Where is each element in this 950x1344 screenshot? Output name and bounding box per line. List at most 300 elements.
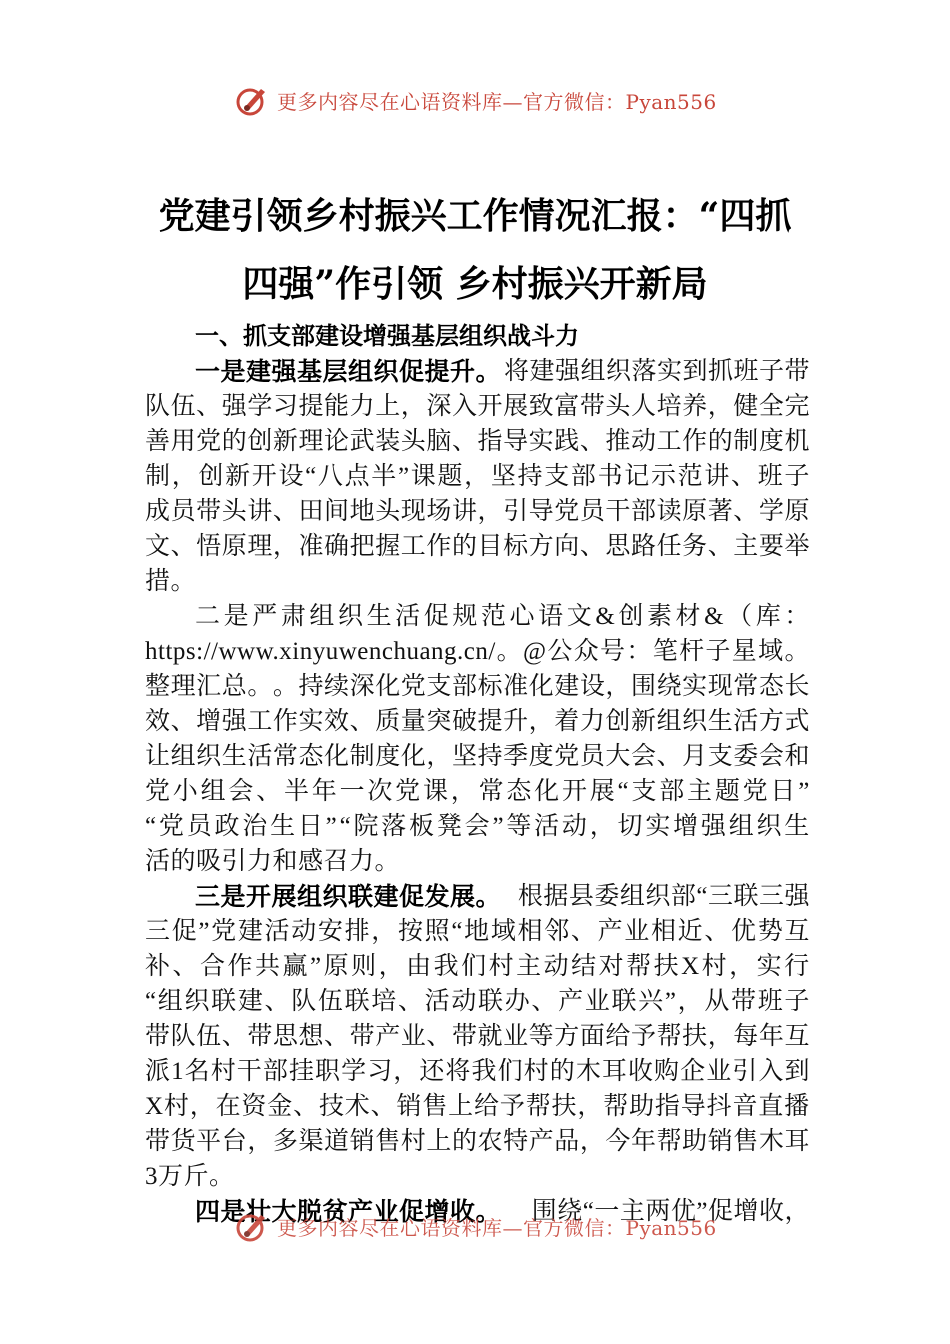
text-glyph: 长 [784, 673, 810, 700]
text-glyph: 生 [270, 813, 296, 840]
paragraph-line [145, 914, 810, 949]
text-glyph: 作 [227, 953, 254, 980]
text-glyph: 行 [784, 953, 810, 980]
text-glyph: 会 [228, 778, 254, 805]
text-glyph: 伍 [170, 393, 197, 420]
text-glyph: 讲 [704, 463, 730, 490]
text-glyph: 销 [396, 1093, 422, 1120]
text-glyph: 深 [426, 393, 452, 420]
text-glyph: 帮 [656, 1023, 683, 1050]
text-glyph: 度 [528, 743, 555, 770]
text-glyph: 田 [298, 498, 324, 525]
text-glyph: 村 [523, 1058, 550, 1085]
text-glyph: 的 [451, 533, 478, 560]
text-glyph: 的 [221, 428, 248, 455]
text-glyph: 动 [291, 918, 317, 945]
paragraph-line: 3万斤。 [145, 1163, 235, 1190]
text-glyph: 活 [264, 918, 291, 945]
text-glyph: 准 [298, 533, 324, 560]
text-glyph: 严 [252, 603, 278, 630]
text-glyph: X [145, 1093, 164, 1120]
text-glyph: 在 [215, 1093, 242, 1120]
text-glyph: 资 [241, 1093, 267, 1120]
text-glyph: ” [198, 918, 210, 945]
text-glyph: 、 [656, 743, 683, 770]
text-glyph: 今 [605, 1128, 631, 1155]
text-glyph: 培 [371, 988, 397, 1015]
text-glyph: 动 [561, 813, 588, 840]
text-glyph: 、 [579, 428, 606, 455]
text-glyph: ， [605, 673, 631, 700]
paragraph-1 [145, 354, 810, 599]
text-glyph: 安 [317, 918, 344, 945]
text-glyph: 子 [784, 988, 810, 1015]
text-glyph: 人 [630, 393, 657, 420]
text-glyph: 方 [528, 533, 555, 560]
text-glyph: 素 [646, 603, 673, 630]
text-glyph: 常 [478, 778, 505, 805]
text-glyph: 帮 [603, 1093, 629, 1120]
text-glyph: 木 [575, 1058, 602, 1085]
text-glyph: 我 [433, 953, 460, 980]
text-glyph: 到 [784, 1058, 810, 1085]
text-glyph: 、 [707, 533, 734, 560]
text-glyph: 上 [426, 1128, 452, 1155]
text-glyph: 织 [184, 988, 210, 1015]
text-glyph: 1 [171, 1058, 185, 1085]
text-glyph: 近 [677, 918, 704, 945]
text-glyph: 引 [732, 1058, 758, 1085]
text-glyph: ， [589, 813, 616, 840]
text-glyph: 活 [395, 603, 421, 630]
text-glyph: 干 [605, 498, 631, 525]
text-glyph: 持 [477, 743, 504, 770]
text-glyph: 量 [400, 708, 427, 735]
text-glyph: ” [325, 813, 338, 840]
text-glyph: ” [310, 953, 322, 980]
text-glyph: 技 [318, 1093, 345, 1120]
text-glyph: 、 [531, 988, 557, 1015]
text-glyph: 平 [196, 1128, 222, 1155]
text-glyph: 头 [400, 428, 427, 455]
text-glyph: 企 [680, 1058, 706, 1085]
text-glyph: 增 [196, 708, 222, 735]
text-glyph: 按 [397, 918, 424, 945]
text-glyph: 、 [426, 1023, 452, 1050]
text-glyph: 理 [298, 428, 324, 455]
text-glyph: 售 [733, 1128, 759, 1155]
document-title-line-1: 党建引领乡村振兴工作情况汇报：“四抓 [158, 195, 792, 237]
text-glyph: 赢 [282, 953, 309, 980]
text-glyph: ， [528, 708, 555, 735]
text-glyph: 部 [451, 673, 478, 700]
text-glyph: 的 [451, 1128, 478, 1155]
text-glyph: 、 [579, 533, 606, 560]
text-glyph: 路 [630, 533, 657, 560]
text-glyph: 组 [170, 743, 197, 770]
text-glyph: 学 [341, 1058, 367, 1085]
text-glyph: 邻 [544, 918, 570, 945]
text-glyph: 业 [400, 1023, 427, 1050]
text-glyph: 将 [445, 1058, 471, 1085]
text-glyph: 习 [367, 1058, 393, 1085]
text-glyph: 强 [221, 393, 248, 420]
text-glyph: ， [247, 1128, 273, 1155]
text-glyph: ， [707, 1023, 734, 1050]
text-glyph: 活 [534, 813, 560, 840]
text-glyph: 生 [221, 743, 248, 770]
paragraph-text: 根据县委组织部“三联三强 [517, 883, 810, 910]
paragraph-text: 围绕“一主两优”促增收， [531, 1198, 810, 1225]
text-glyph: 部 [630, 498, 657, 525]
document-body [145, 318, 810, 1229]
paragraph-line [145, 739, 810, 774]
text-glyph: 相 [517, 918, 544, 945]
text-glyph: 开 [561, 778, 588, 805]
text-glyph: 班 [757, 988, 784, 1015]
paragraph-3 [145, 879, 810, 1194]
text-glyph: 把 [349, 533, 376, 560]
text-glyph: 、 [256, 778, 282, 805]
text-glyph: 班 [757, 463, 784, 490]
text-glyph: 指 [654, 1093, 681, 1120]
text-glyph: 强 [221, 708, 248, 735]
text-glyph: 导 [503, 428, 529, 455]
brush-logo-icon [235, 83, 269, 117]
text-glyph: 伍 [317, 988, 344, 1015]
text-glyph: 上 [448, 1093, 474, 1120]
text-glyph: 品 [554, 1128, 580, 1155]
text-glyph: ， [371, 918, 397, 945]
text-glyph: 党 [395, 778, 421, 805]
text-glyph: 规 [452, 603, 478, 630]
paragraph-line [145, 704, 810, 739]
text-glyph: 想 [298, 1023, 324, 1050]
text-glyph: 上 [375, 393, 401, 420]
text-glyph: 入 [451, 393, 478, 420]
text-glyph: 党 [400, 673, 427, 700]
text-glyph: 坚 [451, 743, 478, 770]
text-glyph: 理 [247, 533, 273, 560]
paragraph-line [145, 599, 810, 634]
text-glyph: 购 [654, 1058, 680, 1085]
text-glyph: 态 [506, 778, 532, 805]
text-glyph: 予 [499, 1093, 526, 1120]
text-glyph: 学 [758, 498, 785, 525]
text-glyph: 收 [627, 1058, 654, 1085]
text-glyph: 助 [629, 1093, 655, 1120]
text-glyph: 业 [584, 988, 611, 1015]
text-glyph: 开 [251, 463, 278, 490]
text-glyph: 致 [528, 393, 555, 420]
text-glyph: 板 [409, 813, 435, 840]
text-glyph: 、 [172, 953, 199, 980]
text-glyph: 带 [247, 1023, 273, 1050]
text-glyph: 部 [570, 463, 597, 490]
text-glyph: 善 [145, 428, 171, 455]
paragraph-line [145, 634, 810, 669]
text-glyph: 日 [770, 778, 796, 805]
text-glyph: 耳 [784, 1128, 810, 1155]
paragraph-line [145, 354, 810, 389]
text-glyph: 互 [784, 1023, 810, 1050]
text-glyph: 员 [579, 498, 606, 525]
text-glyph: 讲 [247, 498, 273, 525]
text-glyph: 名 [184, 1058, 211, 1085]
text-glyph: 设 [278, 463, 304, 490]
text-glyph: 党 [554, 743, 580, 770]
text-glyph: 队 [291, 988, 317, 1015]
text-glyph: 原 [682, 498, 708, 525]
text-glyph: 现 [707, 673, 734, 700]
text-glyph: 提 [298, 393, 324, 420]
text-glyph: 和 [784, 743, 810, 770]
text-glyph: “ [617, 778, 630, 805]
text-glyph: 设 [579, 673, 606, 700]
text-glyph: 悟 [196, 533, 222, 560]
text-glyph: 生 [784, 813, 810, 840]
text-glyph: 实 [298, 708, 324, 735]
text-glyph: 间 [324, 498, 350, 525]
text-glyph: 实 [682, 673, 708, 700]
text-glyph: 势 [757, 918, 784, 945]
text-glyph: “ [451, 918, 463, 945]
paragraph-line [145, 389, 810, 424]
text-glyph: 现 [400, 498, 427, 525]
text-glyph: 众 [573, 638, 600, 665]
text-glyph: 月 [682, 743, 708, 770]
text-glyph: 半 [283, 778, 310, 805]
text-glyph: 化 [400, 743, 427, 770]
text-glyph: 持 [517, 463, 544, 490]
text-glyph: 建 [237, 988, 264, 1015]
text-glyph: 增 [673, 813, 699, 840]
text-glyph: ， [400, 393, 427, 420]
text-glyph: 带 [196, 498, 222, 525]
text-glyph: 举 [784, 533, 810, 560]
text-glyph: 合 [200, 953, 226, 980]
text-glyph: 次 [367, 778, 393, 805]
text-glyph: 让 [145, 743, 171, 770]
text-glyph: ， [729, 953, 755, 980]
text-glyph: 文 [566, 603, 593, 630]
text-glyph: 原 [221, 533, 248, 560]
text-glyph: 力 [579, 708, 606, 735]
text-glyph: ， [579, 1128, 606, 1155]
text-glyph: 村 [488, 953, 515, 980]
text-glyph: 子 [705, 638, 731, 665]
text-glyph: 导 [680, 1093, 707, 1120]
text-glyph: 题 [714, 778, 741, 805]
text-glyph: 政 [214, 813, 240, 840]
text-glyph: 予 [630, 1023, 657, 1050]
text-glyph: 织 [196, 743, 222, 770]
text-glyph: 面 [579, 1023, 606, 1050]
paragraph-line [145, 529, 810, 564]
text-glyph: 业 [706, 1058, 732, 1085]
text-glyph: 活 [424, 988, 451, 1015]
paragraph-line [145, 949, 810, 984]
text-glyph: 动 [630, 428, 657, 455]
text-glyph: 机 [784, 428, 810, 455]
text-glyph: ， [272, 533, 299, 560]
text-glyph: 联 [611, 988, 637, 1015]
text-glyph: 售 [422, 1093, 448, 1120]
text-glyph: 业 [624, 918, 650, 945]
text-glyph: “ [145, 813, 157, 840]
text-glyph: 支 [544, 463, 570, 490]
text-glyph: 员 [579, 743, 606, 770]
text-glyph: 、 [733, 498, 759, 525]
text-glyph: 度 [375, 743, 401, 770]
text-glyph: 围 [630, 673, 657, 700]
paragraph-line [145, 459, 810, 494]
text-glyph: ： [626, 638, 652, 665]
text-glyph: 新 [630, 708, 657, 735]
text-glyph: 产 [375, 1023, 401, 1050]
text-glyph: X [681, 953, 700, 980]
text-glyph: 践 [554, 428, 580, 455]
text-glyph: 握 [375, 533, 401, 560]
text-glyph: 照 [424, 918, 451, 945]
text-glyph: 支 [631, 778, 657, 805]
text-glyph: 会 [758, 743, 785, 770]
text-glyph: 地 [464, 918, 490, 945]
text-glyph: 干 [236, 1058, 263, 1085]
text-glyph: 扶 [682, 1023, 708, 1050]
text-glyph: 会 [464, 813, 491, 840]
text-glyph: 排 [344, 918, 371, 945]
text-glyph: 场 [426, 498, 452, 525]
text-glyph: 年 [630, 1128, 657, 1155]
text-glyph: 习 [272, 393, 299, 420]
paragraph-text: 将建强组织落实到抓班子带 [503, 358, 810, 385]
text-glyph: 党 [742, 778, 769, 805]
text-glyph: 度 [758, 428, 785, 455]
text-glyph: 给 [474, 1093, 500, 1120]
text-glyph: 提 [477, 708, 504, 735]
text-glyph: 效 [324, 708, 350, 735]
text-glyph: ， [393, 1058, 419, 1085]
text-glyph: 突 [426, 708, 452, 735]
text-glyph: 党 [554, 498, 580, 525]
text-glyph: 给 [605, 1023, 631, 1050]
text-glyph: 、 [272, 498, 299, 525]
paragraph-lead: 三是开展组织联建促发展。 [195, 882, 502, 911]
text-glyph: 要 [758, 533, 785, 560]
section-heading: 一、抓支部建设增强基层组织战斗力 [195, 322, 579, 350]
text-glyph: 渠 [298, 1128, 324, 1155]
text-glyph: 带 [731, 988, 757, 1015]
text-glyph: ， [464, 463, 490, 490]
text-glyph: 相 [650, 918, 677, 945]
text-glyph: 装 [375, 428, 401, 455]
text-glyph: 养 [682, 393, 708, 420]
text-glyph: 对 [598, 953, 625, 980]
text-glyph: 实 [756, 953, 783, 980]
text-glyph: ， [426, 743, 452, 770]
text-glyph: 特 [503, 1128, 529, 1155]
text-glyph: 论 [324, 428, 350, 455]
text-glyph: 产 [558, 988, 584, 1015]
text-glyph: 效 [145, 708, 171, 735]
text-glyph: 带 [349, 1023, 376, 1050]
text-glyph: 务 [682, 533, 708, 560]
text-glyph: 开 [477, 393, 504, 420]
text-glyph: 心 [509, 603, 536, 630]
text-glyph: 联 [478, 988, 504, 1015]
text-glyph: 音 [732, 1093, 758, 1120]
text-glyph: 子 [784, 463, 810, 490]
text-glyph: ， [677, 988, 704, 1015]
text-glyph: 示 [650, 463, 677, 490]
text-glyph: 年 [311, 778, 338, 805]
text-glyph: 则 [351, 953, 377, 980]
text-glyph: 武 [349, 428, 376, 455]
text-glyph: 绕 [656, 673, 683, 700]
text-glyph: 台 [221, 1128, 248, 1155]
text-glyph: 完 [784, 393, 810, 420]
text-glyph: 组 [309, 603, 335, 630]
text-glyph: 兴 [638, 988, 664, 1015]
text-glyph: 治 [242, 813, 268, 840]
text-glyph: 织 [756, 813, 783, 840]
text-glyph: 库 [755, 603, 782, 630]
text-glyph: 讲 [451, 498, 478, 525]
text-glyph: 原 [323, 953, 350, 980]
text-glyph: 、 [349, 708, 376, 735]
text-glyph: 是 [223, 603, 250, 630]
text-glyph: 思 [605, 533, 631, 560]
text-glyph: 、 [731, 463, 757, 490]
text-glyph: 活 [247, 743, 273, 770]
text-glyph: 主 [687, 778, 713, 805]
text-glyph: 产 [528, 1128, 555, 1155]
text-glyph: 新 [272, 428, 299, 455]
text-glyph: 肃 [280, 603, 307, 630]
text-glyph: 联 [344, 988, 371, 1015]
text-glyph: 支 [707, 743, 734, 770]
paragraph-line [145, 424, 810, 459]
text-glyph: 互 [784, 918, 810, 945]
paragraph-line [145, 1019, 810, 1054]
text-glyph: 制 [349, 743, 376, 770]
text-glyph: 小 [172, 778, 199, 805]
text-glyph: 主 [516, 953, 542, 980]
text-glyph: 。 [784, 638, 810, 665]
text-glyph: ， [189, 1093, 216, 1120]
text-glyph: 等 [506, 813, 532, 840]
text-glyph: 促 [171, 918, 198, 945]
text-glyph: ” [397, 463, 410, 490]
text-glyph: 村 [163, 1093, 190, 1120]
text-glyph: 化 [528, 673, 555, 700]
text-glyph: 总 [221, 673, 248, 700]
paragraph-line [145, 1054, 810, 1089]
text-glyph: 杆 [679, 638, 705, 665]
text-glyph: 语 [538, 603, 564, 630]
text-glyph: 大 [605, 743, 631, 770]
text-glyph: 头 [605, 393, 631, 420]
text-glyph: 从 [704, 988, 730, 1015]
text-glyph: 队 [170, 1023, 197, 1050]
text-glyph: ， [171, 463, 198, 490]
text-glyph: 生 [707, 708, 734, 735]
text-glyph: 院 [353, 813, 379, 840]
paragraph-line [145, 1089, 810, 1124]
text-glyph: 任 [656, 533, 683, 560]
text-glyph: 组 [728, 813, 755, 840]
